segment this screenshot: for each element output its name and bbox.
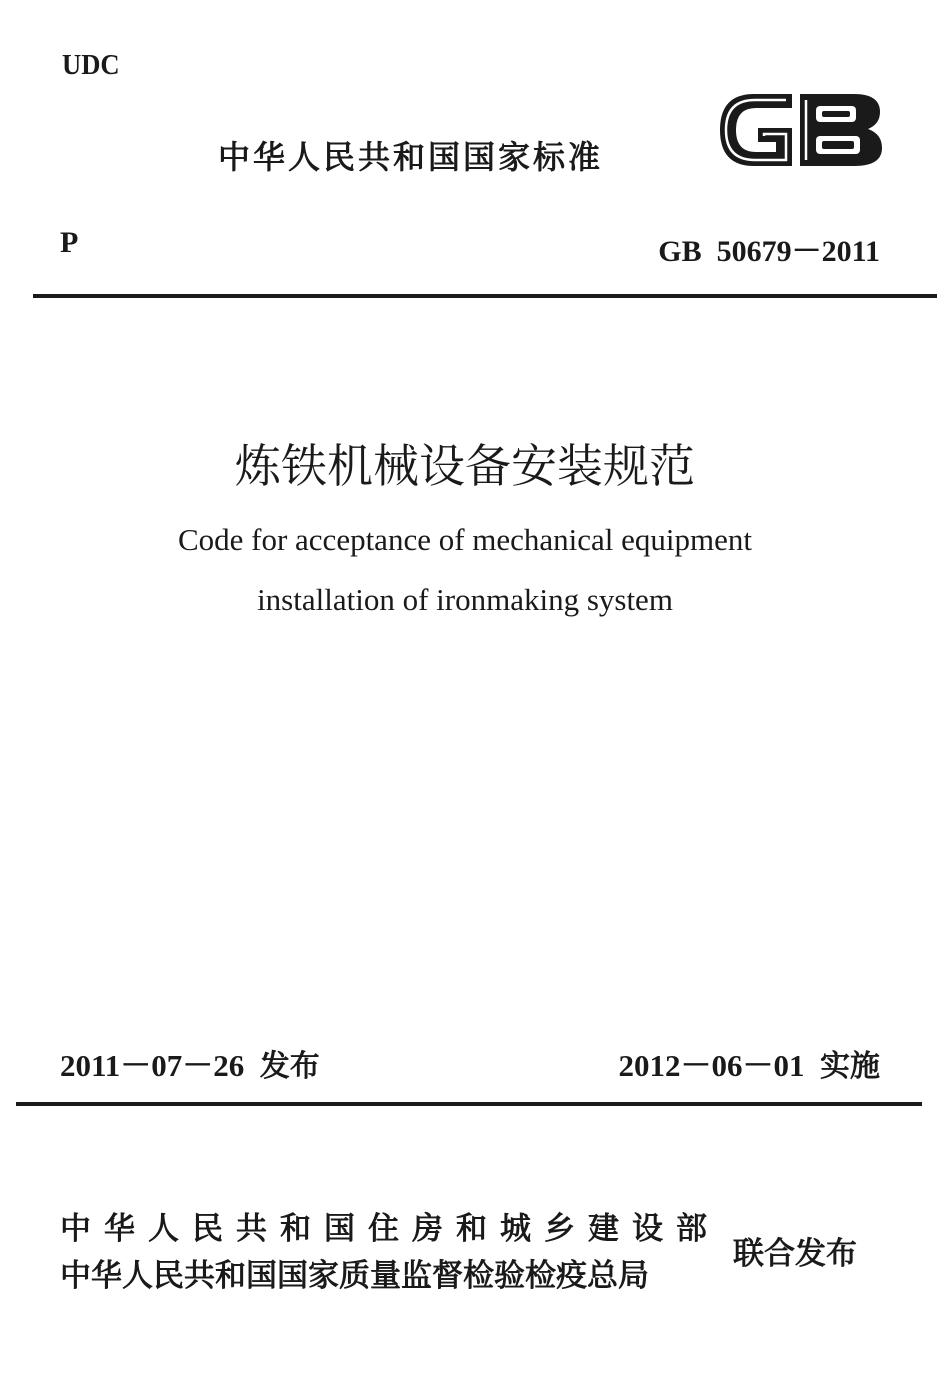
issuer-aqsiq: 中华人民共和国国家质量监督检验检疫总局 [60, 1258, 649, 1294]
issue-date: 2011－07－26 [60, 1048, 245, 1083]
title-english-line1: Code for acceptance of mechanical equipment [177, 522, 753, 557]
title-english-line2: installation of ironmaking system [257, 582, 673, 617]
udc-label: UDC [62, 50, 120, 81]
standard-number: GB 50679－2011 [658, 235, 880, 268]
implement-label: 实施 [820, 1049, 880, 1084]
issue-date-block [60, 1040, 320, 1085]
issue-label: 发布 [259, 1049, 320, 1084]
implement-date: 2012－06－01 [618, 1048, 805, 1083]
joint-issue-label: 联合发布 [733, 1236, 857, 1272]
gb-logo [714, 84, 886, 176]
classification-code: P [60, 226, 79, 259]
top-divider [33, 294, 937, 298]
issuer-ministry: 中华人民共和国住房和城乡建设部 [60, 1211, 720, 1247]
standard-category: 中华人民共和国国家标准 [218, 138, 604, 176]
implement-date-block [619, 1040, 881, 1085]
bottom-divider [16, 1102, 922, 1106]
title-chinese: 炼铁机械设备安装规范 [235, 439, 695, 493]
